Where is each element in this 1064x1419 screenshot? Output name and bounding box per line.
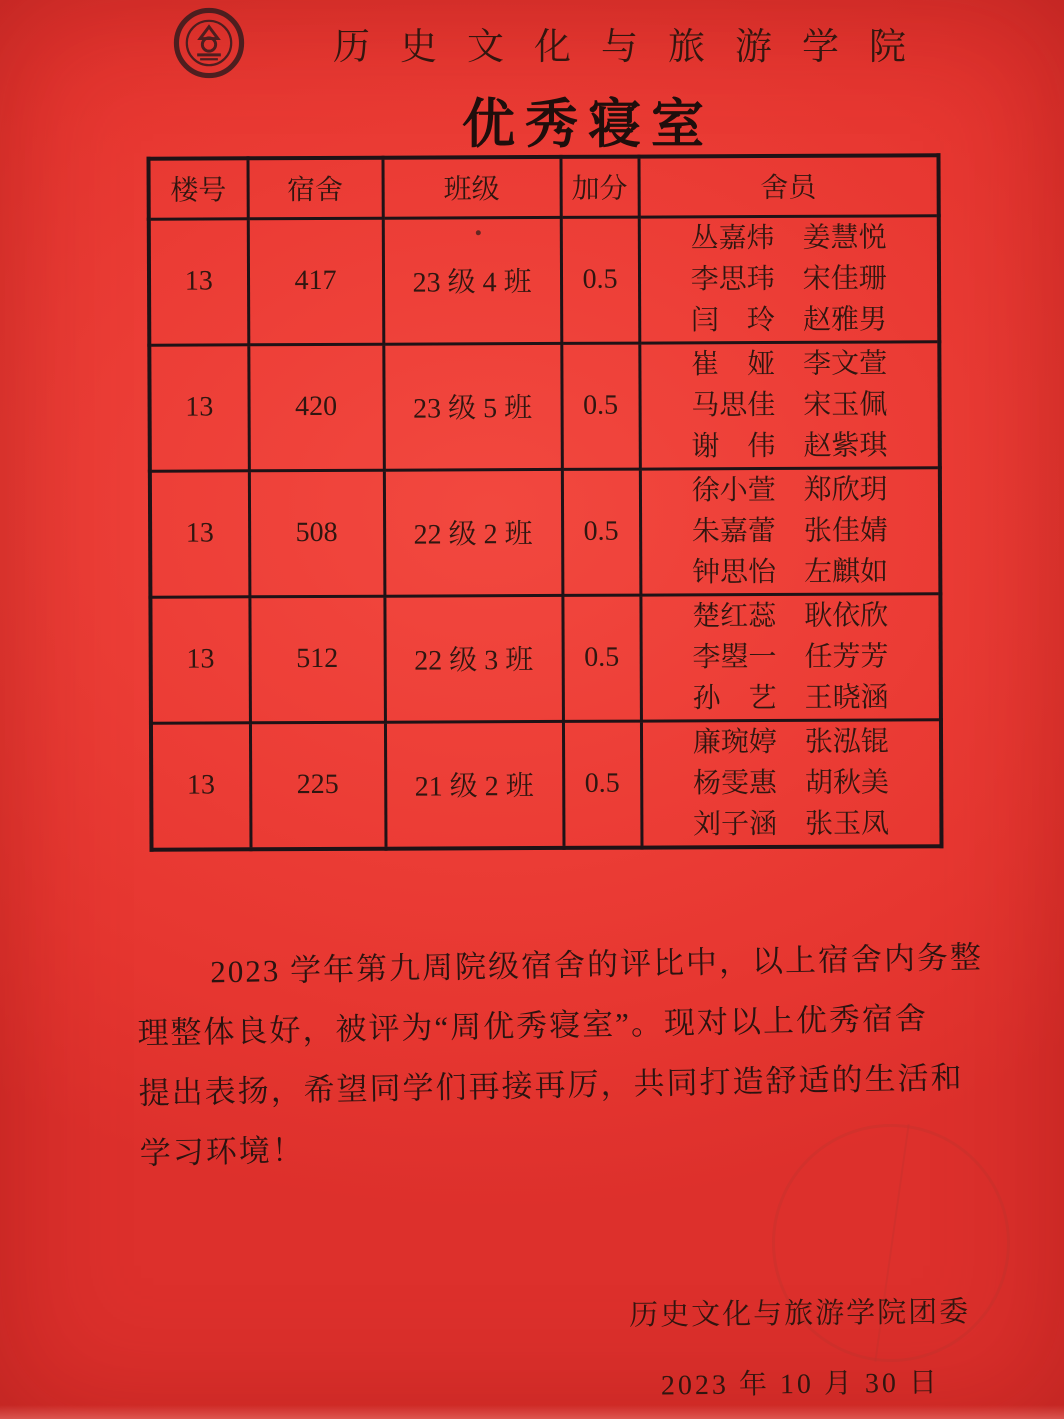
cell-bonus: 0.5 — [562, 595, 641, 721]
cell-building: 13 — [150, 596, 250, 722]
member-line: 李思玮 宋佳珊 — [690, 263, 887, 295]
cell-members — [639, 341, 940, 468]
col-header-class: 班级 — [382, 157, 560, 218]
member-line: 谢 伟 赵紫琪 — [691, 430, 888, 462]
cell-room: 225 — [250, 722, 386, 849]
cell-bonus: 0.5 — [561, 217, 640, 343]
col-header-building: 楼号 — [148, 158, 247, 218]
cell-class-text: 23 级 4 班 — [412, 267, 532, 299]
print-artifact-dot — [475, 230, 480, 235]
member-line: 崔 娅 李文萱 — [691, 348, 888, 380]
table-row — [151, 719, 942, 849]
cell-class: 21 级 2 班 — [385, 721, 564, 848]
cell-class: 23 级 5 班 — [383, 343, 562, 470]
table-row — [149, 215, 940, 344]
notice-paragraph — [136, 928, 984, 1184]
cell-class — [383, 217, 562, 344]
member-line: 杨雯惠 胡秋美 — [692, 767, 890, 799]
cell-building: 13 — [149, 344, 249, 470]
member-line: 刘子涵 张玉凤 — [693, 808, 890, 840]
cell-room: 420 — [248, 344, 384, 471]
member-line: 丛嘉炜 姜慧悦 — [690, 222, 887, 254]
cell-bonus: 0.5 — [562, 469, 641, 595]
member-line: 钟思怡 左麒如 — [691, 556, 889, 588]
cell-members — [640, 593, 941, 720]
member-line: 李曌一 任芳芳 — [692, 641, 889, 673]
cell-members — [641, 719, 942, 847]
cell-building: 13 — [150, 470, 250, 596]
cell-building: 13 — [151, 722, 251, 849]
cell-building: 13 — [149, 218, 249, 344]
cell-class: 22 级 3 班 — [384, 595, 563, 722]
notice-line: 2023 学年第九周院级宿舍的评比中，以上宿舍内务整 — [209, 939, 984, 990]
excellent-dorm-table — [146, 153, 943, 851]
col-header-bonus: 加分 — [560, 157, 638, 217]
table-header-row — [148, 155, 938, 218]
notice-line: 提出表扬，希望同学们再接再厉，共同打造舒适的生活和 — [138, 1059, 964, 1111]
table-row — [149, 341, 940, 470]
cell-bonus: 0.5 — [563, 721, 642, 848]
page-title: 优秀寝室 — [462, 95, 714, 154]
notice-line: 理整体良好，被评为“周优秀寝室”。现对以上优秀宿舍 — [137, 1000, 929, 1051]
cell-members — [640, 467, 941, 594]
table-row — [150, 593, 941, 722]
date: 2023 年 10 月 30 日 — [660, 1367, 941, 1402]
member-line: 楚红蕊 耿依欣 — [692, 600, 889, 632]
college-name: 历史文化与旅游学院 — [333, 27, 936, 68]
member-line: 廉琬婷 张泓锟 — [692, 726, 889, 758]
table-row — [150, 467, 941, 596]
member-line: 孙 艺 王晓涵 — [692, 682, 889, 714]
cell-class: 22 级 2 班 — [384, 469, 563, 596]
cell-room: 417 — [248, 218, 384, 345]
cell-bonus: 0.5 — [561, 343, 640, 469]
member-line: 马思佳 宋玉佩 — [691, 389, 888, 421]
footer — [594, 1289, 1005, 1404]
member-line: 朱嘉蕾 张佳婧 — [691, 515, 888, 547]
col-header-room: 宿舍 — [247, 158, 382, 219]
col-header-members: 舍员 — [638, 155, 938, 216]
notice-line: 学习环境！ — [139, 1132, 306, 1171]
cell-room: 508 — [249, 470, 385, 597]
cell-room: 512 — [249, 596, 385, 723]
signature: 历史文化与旅游学院团委 — [628, 1296, 971, 1332]
cell-members — [639, 215, 940, 342]
member-line: 徐小萱 郑欣玥 — [691, 474, 888, 506]
member-line: 闫 玲 赵雅男 — [690, 304, 888, 336]
